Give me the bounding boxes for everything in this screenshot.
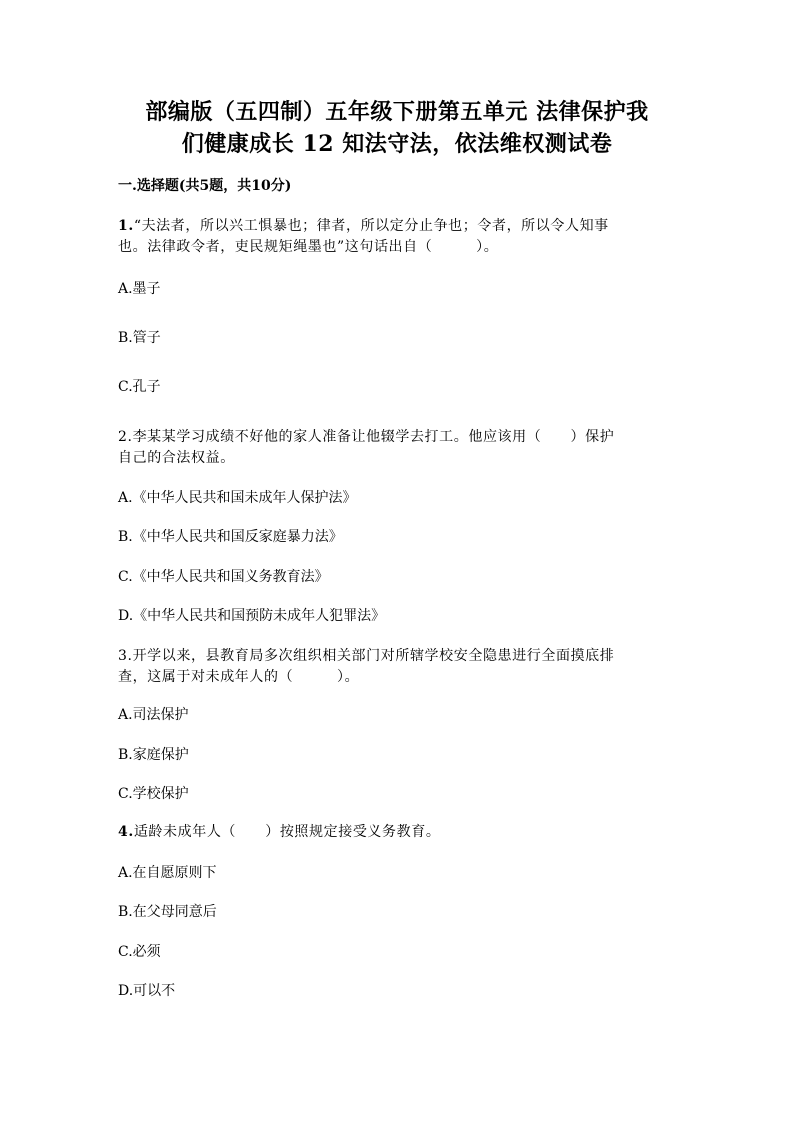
question-2-stem (118, 427, 678, 447)
question-2-number: 2. (118, 429, 133, 445)
question-2-option-d: D.《中华人民共和国预防未成年人犯罪法》 (118, 608, 386, 624)
question-3-text-line-1: 开学以来，县教育局多次组织相关部门对所辖学校安全隐患进行全面摸底排 (132, 648, 615, 664)
page-title-line-1: 部编版（五四制）五年级下册第五单元 法律保护我 (145, 99, 649, 125)
question-1-number: 1. (118, 218, 134, 234)
question-3-option-b: B.家庭保护 (118, 747, 189, 763)
question-3-stem (118, 646, 678, 666)
question-1-option-b: B.管子 (118, 330, 161, 346)
question-3-text-line-2: 查，这属于对未成年人的（ ）。 (118, 669, 360, 685)
question-2-text-line-2: 自己的合法权益。 (118, 450, 235, 466)
question-2-option-c: C.《中华人民共和国义务教育法》 (118, 569, 329, 585)
question-1-stem (118, 216, 678, 236)
page-title-line-2: 们健康成长 12 知法守法，依法维权测试卷 (181, 131, 613, 157)
question-2-option-a: A.《中华人民共和国未成年人保护法》 (118, 490, 357, 506)
question-4-option-a: A.在自愿原则下 (118, 865, 217, 881)
question-1-text-line-2: 也。法律政令者，吏民规矩绳墨也”这句话出自（ ）。 (118, 239, 499, 255)
question-4-number: 4. (118, 824, 134, 840)
question-2-option-b: B.《中华人民共和国反家庭暴力法》 (118, 529, 343, 545)
question-1-option-a: A.墨子 (118, 281, 161, 297)
question-4-option-d: D.可以不 (118, 983, 176, 999)
question-3-option-c: C.学校保护 (118, 786, 189, 802)
question-4-option-b: B.在父母同意后 (118, 904, 217, 920)
question-3-option-a: A.司法保护 (118, 707, 189, 723)
section-heading: 一.选择题(共5题，共10分) (118, 178, 292, 194)
question-1-option-c: C.孔子 (118, 379, 161, 395)
question-2-text-line-1: 李某某学习成绩不好他的家人准备让他辍学去打工。他应该用（ ）保护 (132, 429, 615, 445)
question-4-option-c: C.必须 (118, 944, 161, 960)
question-4-text-line-1: 适龄未成年人（ ）按照规定接受义务教育。 (133, 824, 441, 840)
question-1-text-line-1: “夫法者，所以兴工惧暴也；律者，所以定分止争也；令者，所以令人知事 (133, 218, 609, 234)
question-3-number: 3. (118, 648, 133, 664)
question-4-stem (118, 822, 678, 842)
